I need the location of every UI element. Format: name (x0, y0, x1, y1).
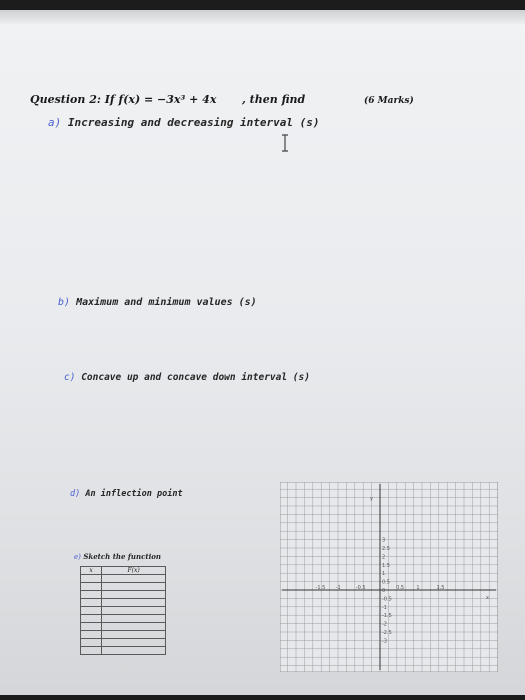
part-d-text: An inflection point (85, 489, 183, 499)
table-row (81, 647, 166, 655)
table-cell (102, 583, 166, 591)
value-table (80, 566, 166, 655)
part-e-text: Sketch the function (83, 552, 162, 561)
table-cell (102, 639, 166, 647)
table-cell (81, 615, 102, 623)
x-tick-label: -1.5 (315, 585, 326, 591)
y-tick-label: -1 (382, 604, 387, 611)
x-tick-label: -1 (335, 585, 341, 591)
table-row (81, 623, 166, 631)
table-row (81, 591, 166, 599)
y-tick-label: -2.5 (382, 630, 392, 636)
table-cell (81, 631, 102, 639)
y-tick-label: -2 (382, 621, 387, 628)
x-tick-label: 1.5 (436, 585, 445, 591)
table-cell (102, 615, 166, 623)
part-b-text: Maximum and minimum values (s) (76, 297, 257, 308)
x-axis-label: x (486, 595, 489, 601)
table-cell (102, 631, 166, 639)
table-header-x: x (81, 567, 102, 575)
table-cell (81, 599, 102, 607)
x-tick-label: -0.5 (355, 585, 366, 591)
table-cell (81, 591, 102, 599)
text-cursor-icon (280, 134, 290, 152)
screen-top-edge (0, 10, 525, 24)
part-b-letter: b) (58, 297, 71, 308)
table-cell (81, 623, 102, 631)
y-axis-label: y (370, 496, 373, 502)
y-tick-label: -1.5 (382, 613, 392, 620)
screen (0, 10, 525, 695)
table-cell (102, 599, 166, 607)
table-cell (102, 607, 166, 615)
part-a-text: Increasing and decreasing interval (s) (67, 116, 320, 129)
table-row (81, 575, 166, 583)
question-function: f(x) = −3x³ + 4x (118, 93, 217, 106)
y-tick-label: 2.5 (382, 546, 390, 552)
part-a-letter: a) (48, 116, 62, 129)
table-cell (81, 639, 102, 647)
y-tick-label: -0.5 (382, 596, 392, 603)
table-cell (81, 575, 102, 583)
table-cell (102, 591, 166, 599)
table-cell (81, 647, 102, 655)
table-row (81, 583, 166, 591)
part-e-letter: e) (74, 553, 81, 561)
part-a (48, 116, 320, 129)
y-tick-label: 0 (382, 588, 386, 594)
question-title (30, 93, 216, 106)
table-row (81, 639, 166, 647)
x-tick-label: 1 (416, 585, 420, 591)
y-tick-label: 3 (382, 537, 386, 544)
part-c-letter: c) (64, 372, 76, 383)
graph-grid (280, 482, 498, 672)
part-d (70, 489, 183, 499)
question-marks: (6 Marks) (364, 96, 414, 106)
table-row (81, 615, 166, 623)
y-tick-label: 2 (382, 554, 386, 561)
question-prefix: Question 2: If (30, 93, 115, 106)
table-cell (102, 647, 166, 655)
y-tick-label: -3 (382, 638, 387, 645)
part-c (64, 372, 310, 383)
y-tick-label: 1 (382, 571, 386, 578)
table-cell (102, 623, 166, 631)
y-tick-label: 1.5 (382, 562, 390, 569)
y-tick-label: 0.5 (382, 579, 390, 586)
part-d-letter: d) (70, 489, 81, 499)
part-c-text: Concave up and concave down interval (s) (81, 372, 310, 383)
table-header-row (81, 567, 166, 575)
part-e (74, 552, 161, 561)
question-then: , then find (242, 93, 306, 106)
table-header-fx: F(x) (102, 567, 166, 575)
table-cell (81, 607, 102, 615)
table-row (81, 607, 166, 615)
table-row (81, 599, 166, 607)
table-cell (81, 583, 102, 591)
x-tick-label: 0.5 (396, 585, 405, 591)
table-cell (102, 575, 166, 583)
part-b (58, 297, 257, 308)
table-row (81, 631, 166, 639)
